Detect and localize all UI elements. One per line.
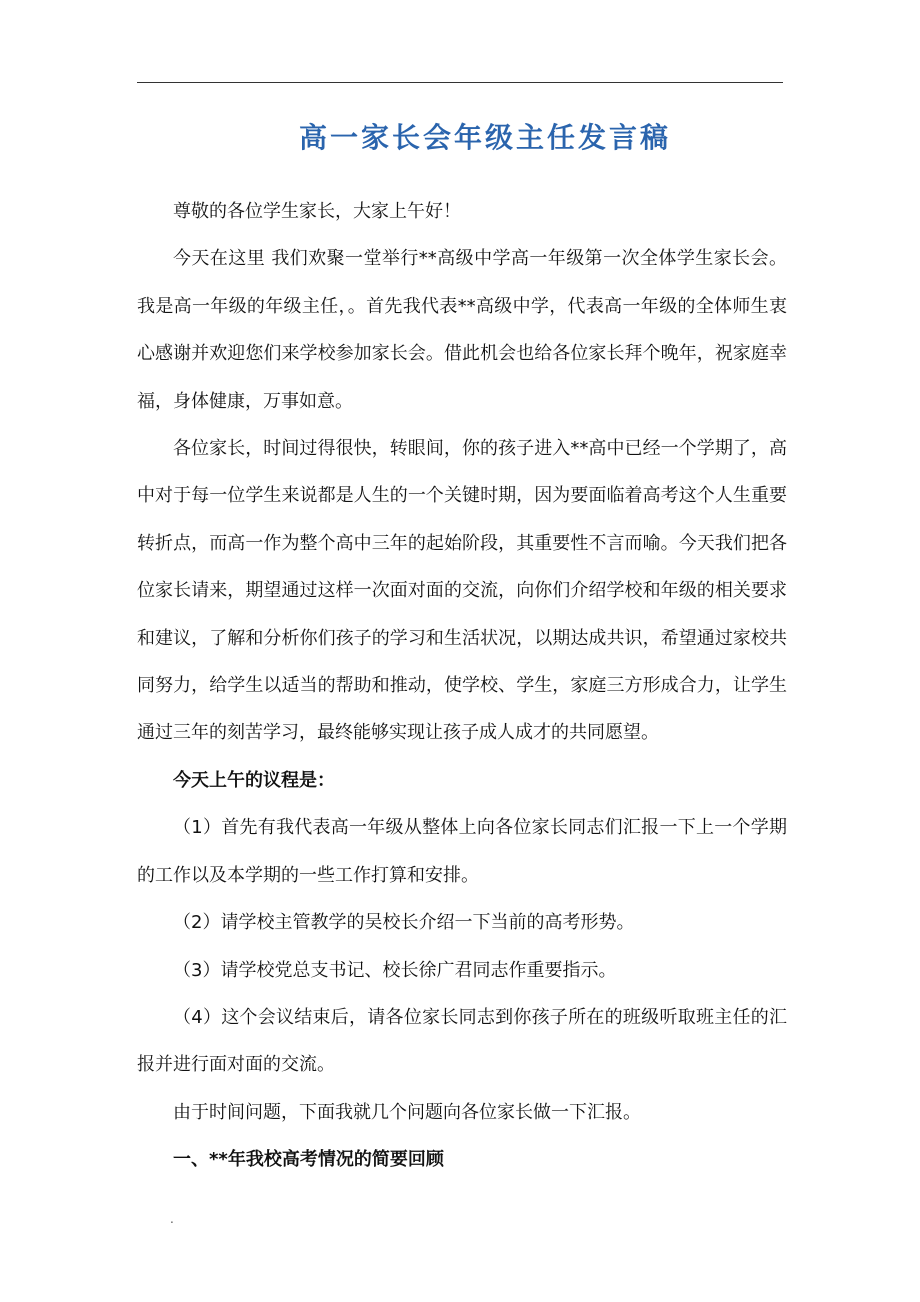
section-heading-1: 一、**年我校高考情况的简要回顾 (173, 1149, 444, 1171)
agenda-item-1: （1）首先有我代表高一年级从整体上向各位家长同志们汇报一下上一个学期的工作以及本学期的一些工作打算和安排。 (137, 817, 787, 886)
paragraph-purpose: 各位家长，时间过得很快，转眼间，你的孩子进入**高中已经一个学期了，高中对于每一位学生来说都是人生的一个关键时期，因为要面临着高考这个人生重要转折点，而高一作为整个高中三年的起始阶段，其重要性不言而喻。今天我们把各位家长请来，期望通过这样一次面对面的交流，向你们介绍学校和年级的相关要求和建议，了解和分析你们孩子的学习和生活状况，以期达成共识，希望通过家校共同努力，给学生以适当的帮助和推动，使学校、学生，家庭三方形成合力，让学生通过三年的刻苦学习，最终能够实现让孩子成人成才的共同愿望。 (137, 438, 787, 744)
paragraph-welcome: 今天在这里 我们欢聚一堂举行**高级中学高一年级第一次全体学生家长会。我是高一年级的年级主任，。首先我代表**高级中学，代表高一年级的全体师生衷心感谢并欢迎您们来学校参加家长会。借此机会也给各位家长拜个晚年，祝家庭幸福，身体健康，万事如意。 (137, 248, 787, 412)
agenda-item-4: （4）这个会议结束后，请各位家长同志到你孩子所在的班级听取班主任的汇报并进行面对面的交流。 (137, 1006, 787, 1076)
footer-mark: . (170, 1212, 174, 1226)
paragraph-transition: 由于时间问题，下面我就几个问题向各位家长做一下汇报。 (173, 1101, 641, 1123)
document-title: 高一家长会年级主任发言稿 (298, 121, 671, 154)
agenda-item-3: （3）请学校党总支书记、校长徐广君同志作重要指示。 (173, 959, 617, 981)
agenda-heading: 今天上午的议程是： (173, 769, 335, 791)
agenda-item-2: （2）请学校主管教学的吴校长介绍一下当前的高考形势。 (173, 912, 635, 934)
document-body (137, 188, 787, 1184)
paragraph-greeting: 尊敬的各位学生家长，大家上午好！ (173, 201, 461, 222)
header-rule (137, 82, 783, 83)
